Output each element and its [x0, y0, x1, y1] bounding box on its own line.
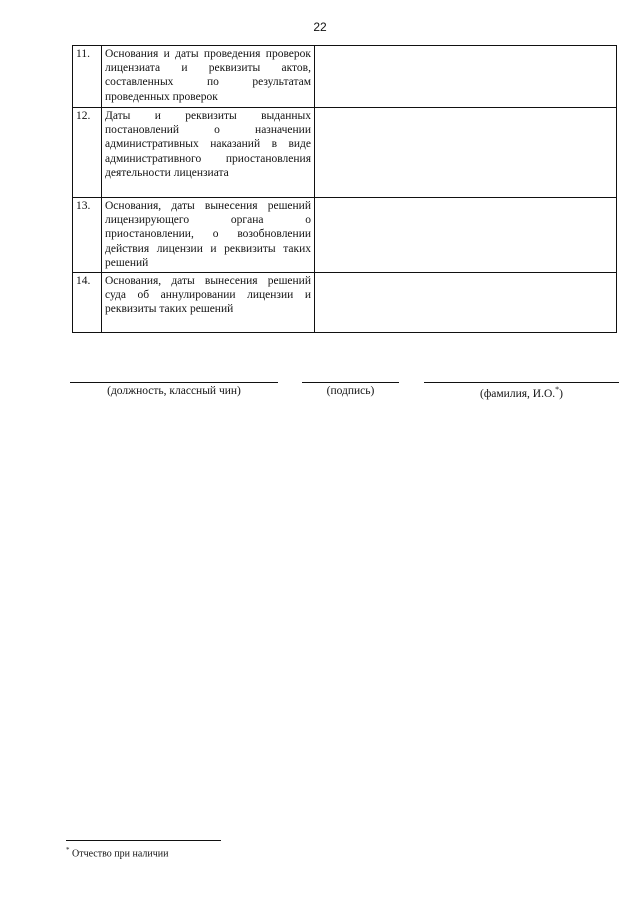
signature-caption: (подпись): [326, 385, 375, 397]
footnote-mark: *: [555, 385, 560, 394]
row-value: [315, 46, 617, 108]
signature-line: [302, 382, 399, 383]
name-caption-close: ): [559, 387, 563, 400]
table-row: [73, 273, 617, 333]
row-description: Основания, даты вынесения решений суда об аннулировании лицензии и реквизиты таких решений: [102, 273, 315, 333]
row-value: [315, 198, 617, 273]
footnote-separator: [66, 840, 221, 841]
page-number: 22: [313, 20, 327, 34]
position-signature-line: [70, 382, 278, 383]
row-description: Основания и даты проведения проверок лицензиата и реквизиты актов, составленных по результатам проведенных проверок: [102, 46, 315, 108]
table-row: [73, 108, 617, 198]
footnote: [66, 846, 168, 859]
license-info-table: [72, 45, 617, 333]
row-number: 11.: [73, 46, 102, 108]
name-signature-line: [424, 382, 619, 383]
footnote-text: Отчество при наличии: [69, 848, 169, 860]
row-number: 12.: [73, 108, 102, 198]
footnote-mark: *: [66, 846, 70, 854]
name-caption-text: (фамилия, И.О.: [480, 387, 556, 400]
row-value: [315, 273, 617, 333]
row-description: Даты и реквизиты выданных постановлений о назначении административных наказаний в виде административного приостановления деятельности лицензиата: [102, 108, 315, 198]
table-row: [73, 198, 617, 273]
row-number: 14.: [73, 273, 102, 333]
row-number: 13.: [73, 198, 102, 273]
row-value: [315, 108, 617, 198]
table-row: [73, 46, 617, 108]
row-description: Основания, даты вынесения решений лицензирующего органа о приостановлении, о возобновлении действия лицензии и реквизиты таких решений: [102, 198, 315, 273]
position-caption: (должность, классный чин): [107, 385, 241, 397]
name-caption: [424, 385, 619, 400]
